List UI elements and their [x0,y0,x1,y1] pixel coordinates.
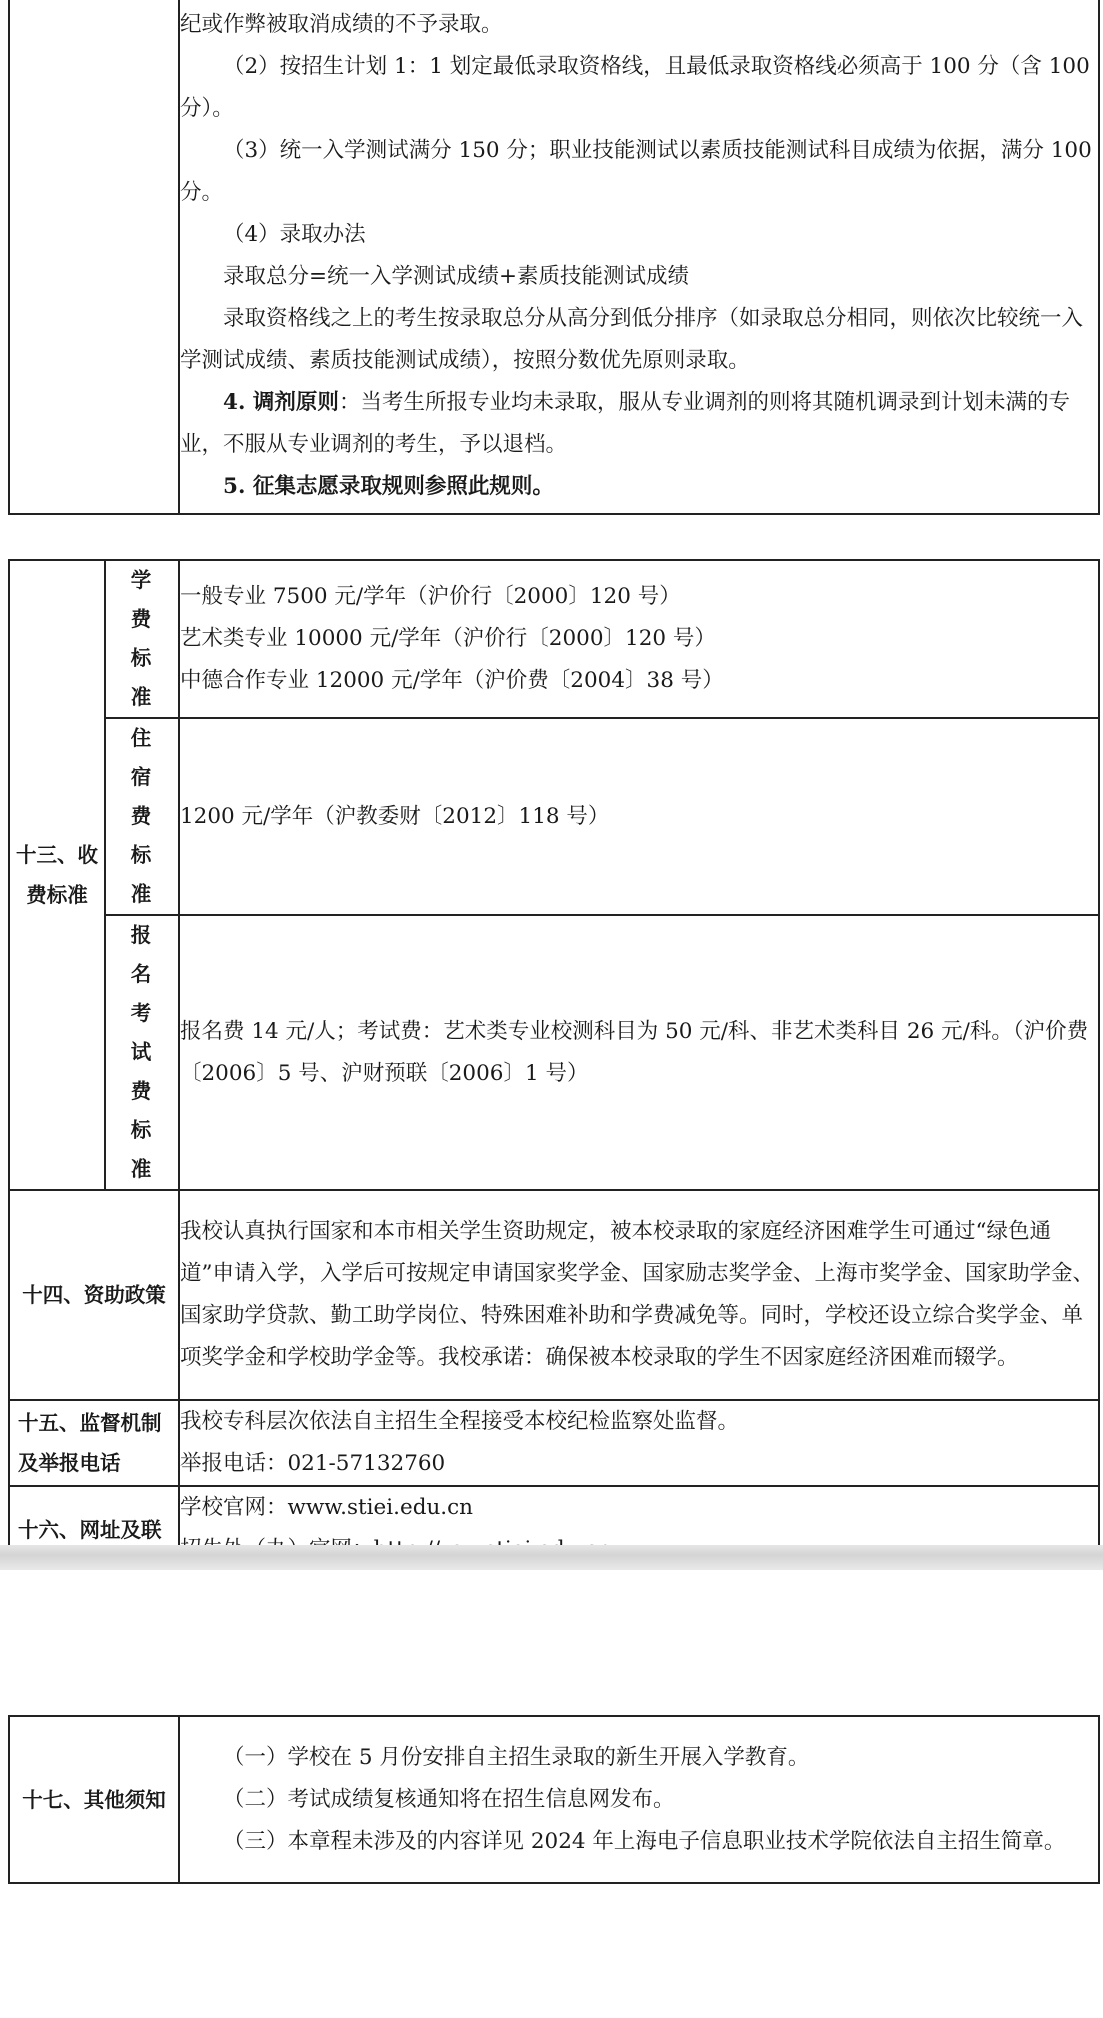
rule-paragraph: 纪或作弊被取消成绩的不予录取。 [180,11,503,37]
page-separator [0,1545,1103,1570]
adjustment-principle-title: 4. 调剂原则 [223,389,339,415]
section-14-label: 十四、资助政策 [9,1190,179,1400]
rule-paragraph: 录取资格线之上的考生按录取总分从高分到低分排序（如录取总分相同，则依次比较统一入学测试成绩、素质技能测试成绩），按照分数优先原则录取。 [180,305,1084,373]
school-website: 学校官网：www.stiei.edu.cn [180,1495,474,1520]
other-notes-content [179,1716,1099,1883]
note-paragraph: （三）本章程未涉及的内容详见 2024 年上海电子信息职业技术学院依法自主招生简章。 [223,1828,1066,1854]
supervision-content [179,1400,1099,1486]
aid-policy-content: 我校认真执行国家和本市相关学生资助规定，被本校录取的家庭经济困难学生可通过“绿色通道”申请入学，入学后可按规定申请国家奖学金、国家励志奖学金、上海市奖学金、国家助学金、国家助学贷款、勤工助学岗位、特殊困难补助和学费减免等。同时，学校还设立综合奖学金、单项奖学金和学校助学金等。我校承诺：确保被本校录取的学生不因家庭经济困难而辍学。 [179,1190,1099,1400]
tuition-content [179,560,1099,718]
rule-paragraph: 5. 征集志愿录取规则参照此规则。 [223,473,554,499]
exam-fee-content: 报名费 14 元/人；考试费：艺术类专业校测科目为 50 元/科、非艺术类科目 26 元/科。（沪价费〔2006〕5 号、沪财预联〔2006〕1 号） [179,915,1099,1190]
dorm-fee-content: 1200 元/学年（沪教委财〔2012〕118 号） [179,718,1099,915]
section-16-label: 十六、网址及联 [9,1486,179,1614]
section-17-label: 十七、其他须知 [9,1716,179,1883]
rule-paragraph: （4）录取办法 [223,221,366,247]
note-paragraph: （一）学校在 5 月份安排自主招生录取的新生开展入学教育。 [223,1744,810,1770]
rule-paragraph: 录取总分=统一入学测试成绩+素质技能测试成绩 [223,263,690,289]
adjustment-principle-text: ：当考生所报专业均未录取，服从专业调剂的则将其随机调录到计划未满的专业，不服从专业调剂的考生，予以退档。 [180,389,1070,457]
rule-paragraph: （2）按招生计划 1：1 划定最低录取资格线，且最低录取资格线必须高于 100 分（含 100 分）。 [180,53,1090,121]
tuition-line: 中德合作专业 12000 元/学年（沪价费〔2004〕38 号） [180,668,724,693]
adjustment-principle [180,382,1098,466]
section-13-label: 十三、收费标准 [9,560,105,1190]
tuition-line: 一般专业 7500 元/学年（沪价行〔2000〕120 号） [180,584,681,609]
other-notes-table [8,1715,1100,1884]
document-page-2 [0,1570,1103,2018]
dorm-fee-label: 住宿费标准 [105,718,179,915]
rule-paragraph: （3）统一入学测试满分 150 分；职业技能测试以素质技能测试科目成绩为依据，满分 100 分。 [180,137,1092,205]
tuition-line: 艺术类专业 10000 元/学年（沪价行〔2000〕120 号） [180,626,716,651]
empty-label-cell [9,0,179,514]
admission-rules-table [8,0,1100,515]
note-paragraph: （二）考试成绩复核通知将在招生信息网发布。 [223,1786,675,1812]
tuition-label: 学费标准 [105,560,179,718]
admission-rules-content [179,0,1099,514]
exam-fee-label: 报名考试费标准 [105,915,179,1190]
section-15-label: 十五、监督机制及举报电话 [9,1400,179,1486]
supervision-line: 我校专科层次依法自主招生全程接受本校纪检监察处监督。 [180,1409,740,1434]
report-phone: 举报电话：021-57132760 [180,1451,446,1476]
fees-policy-table [8,559,1100,1615]
